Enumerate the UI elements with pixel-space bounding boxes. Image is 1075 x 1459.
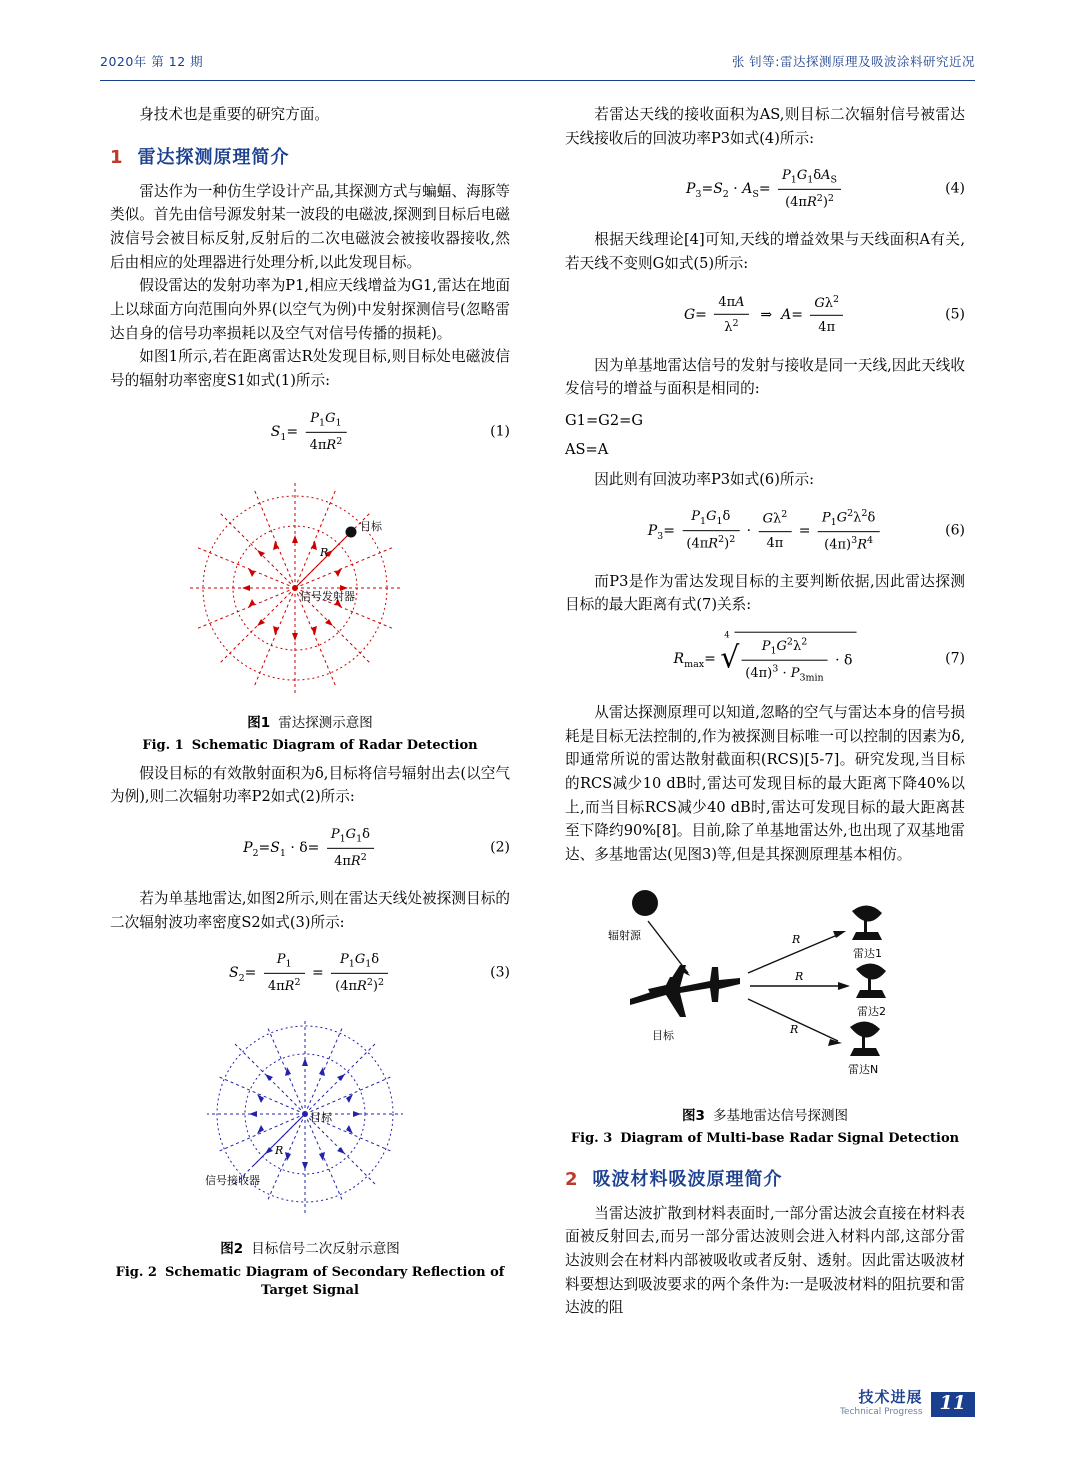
figure-2-title-en-2: Target Signal bbox=[261, 1283, 359, 1299]
paragraph-1-2: 假设雷达的发射功率为P1,相应天线增益为G1,雷达在地面上以球面方向范围向外界(以空气为例)中发射探测信号(忽略雷达自身的信号功率损耗以及空气对信号传播的损耗)。 bbox=[110, 277, 510, 342]
equation-4-number: (4) bbox=[945, 180, 965, 197]
paragraph-1-3: 如图1所示,若在距离雷达R处发现目标,则目标处电磁波信号的辐射功率密度S1如式(1)所示: bbox=[110, 348, 510, 389]
equation-6 bbox=[565, 504, 965, 558]
page-number: 11 bbox=[931, 1392, 975, 1417]
figure-3-label-radar2: 雷达2 bbox=[857, 1004, 886, 1018]
figure-1-label-cn: 图1 bbox=[247, 714, 271, 731]
equation-4 bbox=[565, 162, 965, 216]
equation-areas: AS=A bbox=[565, 441, 609, 459]
figure-2-label-target: 目标 bbox=[310, 1111, 332, 1125]
section-heading-1 bbox=[110, 143, 510, 172]
section-1-number: 1 bbox=[110, 146, 124, 168]
equation-3-body: $S_2=$ $\frac{P_1}{4\pi R^2}$ = $\frac{P_1G_1\delta}{(4\pi R^2)^2}$ bbox=[229, 949, 391, 997]
equation-gains: G1=G2=G bbox=[565, 411, 643, 429]
paragraph-2-3: 因为单基地雷达信号的发射与接收是同一天线,因此天线收发信号的增益与面积是相同的: bbox=[565, 356, 965, 398]
figure-3-radar-n bbox=[850, 1021, 880, 1056]
page-footer bbox=[840, 1389, 975, 1417]
figure-3-label-radar1: 雷达1 bbox=[853, 946, 882, 960]
figure-2-label-r: R bbox=[275, 1144, 284, 1158]
figure-3-label-r3: R bbox=[790, 1022, 799, 1036]
figure-3-title-cn: 多基地雷达信号探测图 bbox=[712, 1107, 848, 1124]
right-column bbox=[565, 103, 965, 1320]
figure-1 bbox=[110, 473, 510, 756]
figure-2-label-receiver: 信号接收器 bbox=[205, 1174, 260, 1188]
equation-1 bbox=[110, 405, 510, 459]
header-issue: 2020年 第 12 期 bbox=[100, 54, 204, 69]
equation-2-body: $P_2=S_1 \cdot \delta=$ $\frac{P_1G_1\delta}{4\pi R^2}$ bbox=[243, 824, 377, 872]
figure-2-label-en: Fig. 2 bbox=[115, 1265, 157, 1281]
equation-5-number: (5) bbox=[945, 306, 965, 323]
paragraph-2-2: 根据天线理论[4]可知,天线的增益效果与天线面积A有关,若天线不变则G如式(5)所示: bbox=[565, 231, 965, 272]
paragraph-2-6: 从雷达探测原理可以知道,忽略的空气与雷达本身的信号损耗是目标无法控制的,作为被探测目标唯一可以控制的因素为δ,即通常所说的雷达散射截面积(RCS)[5-7]。研究发现,当目标的RCS减少10 dB时,雷达可发现目标的最大距离下降40%以上,而当目标RCS减少40 dB时,雷达可发现目标的最大距离甚至下降约90%[8]。目前,除了单基地雷达外,也出现了双基地雷达、多基地雷达(见图3)等,但是其探测原理基本相仿。 bbox=[565, 704, 965, 863]
figure-2-label-cn: 图2 bbox=[220, 1241, 244, 1258]
equation-2-number: (2) bbox=[490, 839, 510, 856]
figure-3-label-target: 目标 bbox=[652, 1028, 674, 1042]
equation-6-number: (6) bbox=[945, 522, 965, 539]
equation-1-number: (1) bbox=[490, 423, 510, 440]
header-article-title: 张 钊等:雷达探测原理及吸波涂料研究近况 bbox=[731, 54, 975, 69]
figure-2 bbox=[110, 1014, 510, 1300]
figure-2-title-en-1: Schematic Diagram of Secondary Reflection of bbox=[164, 1265, 505, 1281]
figure-1-caption-en bbox=[110, 737, 510, 755]
equation-5 bbox=[565, 288, 965, 342]
section-1-title: 雷达探测原理简介 bbox=[137, 146, 290, 168]
figure-3-label-r1: R bbox=[792, 932, 801, 946]
equation-3-number: (3) bbox=[490, 964, 510, 981]
figure-2-caption-cn bbox=[110, 1239, 510, 1261]
left-column bbox=[110, 103, 510, 1306]
equation-5-body: G= $\frac{4\pi A}{\lambda^2}$ ⇒ A= $\frac{G\lambda^2}{4\pi}$ bbox=[684, 291, 846, 337]
section-2-title: 吸波材料吸波原理简介 bbox=[592, 1168, 783, 1190]
figure-3-label-cn: 图3 bbox=[682, 1107, 705, 1124]
footer-label-cn: 技术进展 bbox=[858, 1388, 923, 1407]
figure-3-label-r2: R bbox=[795, 969, 804, 983]
equation-7-body: $R_{max}=$ 4 √ $\frac{P_1G^2\lambda^2}{(4\pi)^3 \cdot P_{3min}}$ · δ bbox=[674, 632, 857, 687]
figure-3-caption-en bbox=[565, 1130, 965, 1148]
paragraph-1-5: 若为单基地雷达,如图2所示,则在雷达天线处被探测目标的二次辐射波功率密度S2如式(3)所示: bbox=[110, 889, 510, 931]
figure-3-label-en: Fig. 3 bbox=[570, 1131, 613, 1147]
section-heading-2 bbox=[565, 1165, 965, 1194]
figure-1-caption-cn bbox=[110, 713, 510, 735]
figure-1-title-en: Schematic Diagram of Radar Detection bbox=[191, 738, 478, 754]
paragraph-2-5: 而P3是作为雷达发现目标的主要判断依据,因此雷达探测目标的最大距离有式(7)关系: bbox=[565, 572, 965, 614]
section-2-number: 2 bbox=[565, 1168, 579, 1190]
figure-1-label-r: R bbox=[320, 545, 329, 559]
figure-1-title-cn: 雷达探测示意图 bbox=[278, 714, 373, 731]
figure-1-label-en: Fig. 1 bbox=[142, 738, 184, 754]
figure-3-label-radarN: 雷达N bbox=[848, 1062, 879, 1076]
paragraph-2-1: 若雷达天线的接收面积为AS,则目标二次辐射信号被雷达天线接收后的回波功率P3如式(4)所示: bbox=[565, 106, 965, 147]
equation-1-body: $S_1=$ $\frac{P_1G_1}{4\pi R^2}$ bbox=[271, 407, 350, 455]
paragraph-1-4: 假设目标的有效散射面积为δ,目标将信号辐射出去(以空气为例),则二次辐射功率P2如式(2)所示: bbox=[110, 764, 510, 806]
equation-6-body: $P_3=$ $\frac{P_1G_1\delta}{(4\pi R^2)^2}$ · $\frac{G\lambda^2}{4\pi}$ = $\frac{P_1G^2\lambda^2\delta}{(4\pi)^3R^4}$ bbox=[648, 506, 883, 556]
equation-7-number: (7) bbox=[945, 650, 965, 667]
figure-2-title-cn: 目标信号二次反射示意图 bbox=[251, 1241, 400, 1258]
footer-section-name bbox=[840, 1389, 923, 1417]
paragraph-2-7: 当雷达波扩散到材料表面时,一部分雷达波会直接在材料表面被反射回去,而另一部分雷达波则会进入材料内部,这部分雷达波则会在材料内部被吸收或者反射、透射。因此雷达吸波材料要想达到吸波要求的两个条件为:一是吸波材料的阻抗要和雷达波的阻 bbox=[565, 1204, 965, 1317]
paragraph-intro: 身技术也是重要的研究方面。 bbox=[139, 106, 329, 123]
header-divider bbox=[100, 80, 975, 81]
figure-3-radar-2 bbox=[856, 963, 886, 998]
figure-2-graphic bbox=[145, 1014, 475, 1229]
figure-3-radar-1 bbox=[852, 905, 882, 940]
figure-2-caption-en bbox=[110, 1264, 510, 1300]
figure-1-label-emitter: 信号发射器 bbox=[300, 589, 355, 603]
equation-7 bbox=[565, 629, 965, 689]
equation-3 bbox=[110, 946, 510, 1000]
paragraph-2-4: 因此则有回波功率P3如式(6)所示: bbox=[594, 471, 815, 489]
figure-3-title-en: Diagram of Multi-base Radar Signal Detection bbox=[620, 1131, 960, 1147]
figure-3-label-source: 辐射源 bbox=[608, 928, 641, 942]
figure-3-graphic bbox=[570, 881, 960, 1096]
figure-1-graphic bbox=[145, 473, 475, 703]
equation-2 bbox=[110, 821, 510, 875]
figure-1-label-target: 目标 bbox=[360, 519, 382, 533]
figure-3-caption-cn bbox=[565, 1106, 965, 1128]
figure-3 bbox=[565, 881, 965, 1149]
paragraph-1-1: 雷达作为一种仿生学设计产品,其探测方式与蝙蝠、海豚等类似。首先由信号源发射某一波段的电磁波,探测到目标后电磁波信号会被目标反射,反射后的二次电磁波会被接收器接收,然后由相应的处理器进行处理分析,以此发现目标。 bbox=[110, 182, 510, 271]
page-header bbox=[100, 52, 975, 78]
equation-4-body: $P_3=S_2 \cdot A_S=$ $\frac{P_1G_1\delta A_S}{(4\pi R^2)^2}$ bbox=[686, 165, 844, 213]
footer-label-en: Technical Progress bbox=[839, 1406, 923, 1417]
